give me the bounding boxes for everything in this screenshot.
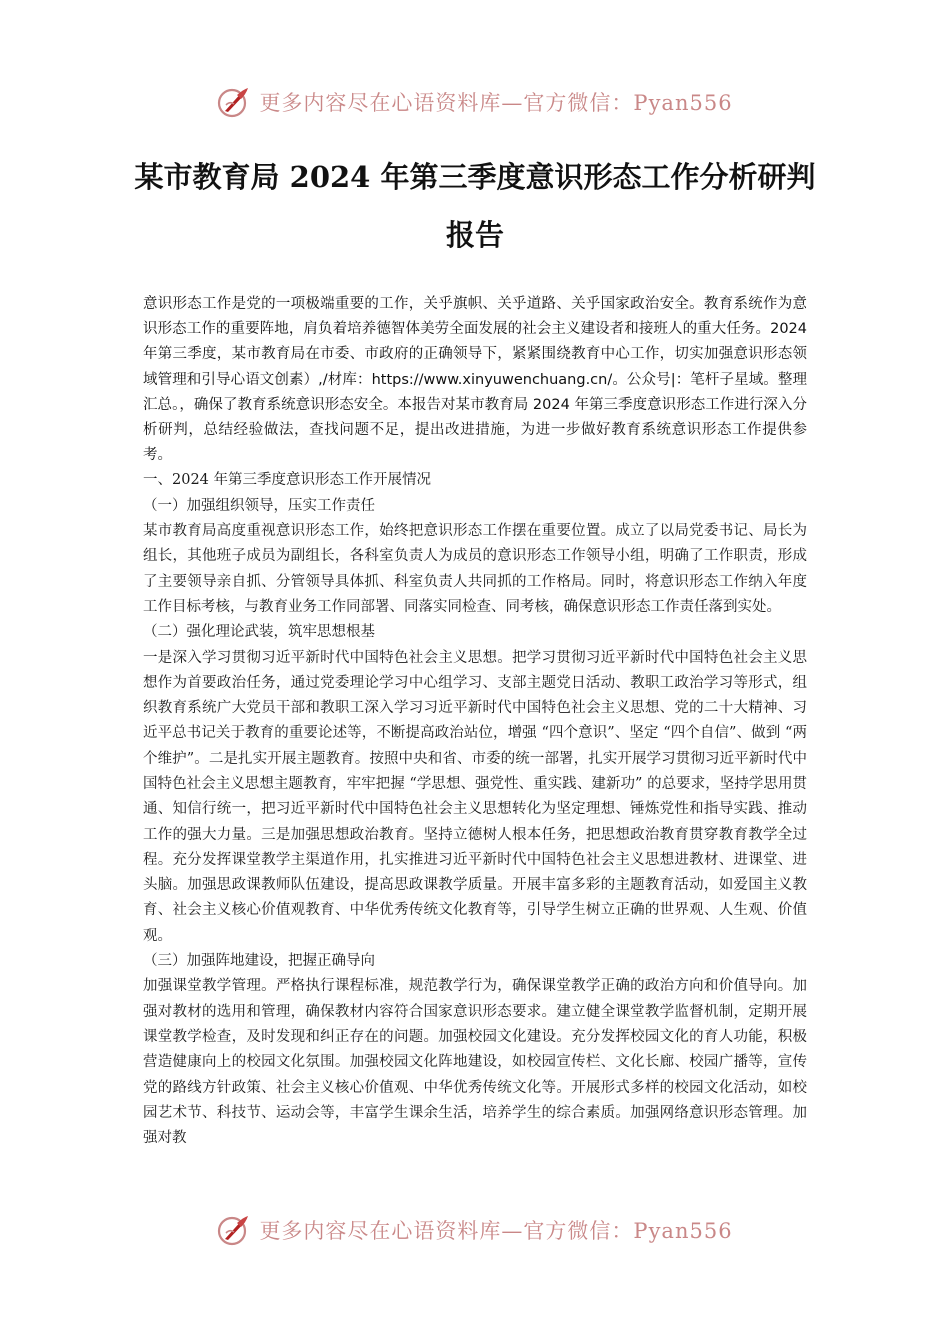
body-paragraph: 一是深入学习贯彻习近平新时代中国特色社会主义思想。把学习贯彻习近平新时代中国特色社会主义思想作为首要政治任务，通过党委理论学习中心组学习、支部主题党日活动、教职工政治学习等形式，组织教育系统广大党员干部和教职工深入学习习近平新时代中国特色社会主义思想、党的二十大精神、习近平总书记关于教育的重要论述等，不断提高政治站位，增强 “四个意识”、坚定 “四个自信”、做到 “两个维护”。二是扎实开展主题教育。按照中央和省、市委的统一部署，扎实开展学习贯彻习近平新时代中国特色社会主义思想主题教育，牢牢把握 “学思想、强党性、重实践、建新功” 的总要求，坚持学思用贯通、知信行统一，把习近平新时代中国特色社会主义思想转化为坚定理想、锤炼党性和指导实践、推动工作的强大力量。三是加强思想政治教育。坚持立德树人根本任务，把思想政治教育贯穿教育教学全过程。充分发挥课堂教学主渠道作用，扎实推进习近平新时代中国特色社会主义思想进教材、进课堂、进头脑。加强思政课教师队伍建设，提高思政课教学质量。开展丰富多彩的主题教育活动，如爱国主义教育、社会主义核心价值观教育、中华优秀传统文化教育等，引导学生树立正确的世界观、人生观、价值观。: [143, 649, 807, 944]
watermark-footer: [0, 1210, 950, 1250]
subsection-heading: （二）强化理论武装，筑牢思想根基: [143, 624, 375, 641]
body-paragraph: 加强课堂教学管理。严格执行课程标准，规范教学行为，确保课堂教学正确的政治方向和价值导向。加强对教材的选用和管理，确保教材内容符合国家意识形态要求。建立健全课堂教学监督机制，定期开展课堂教学检查，及时发现和纠正存在的问题。加强校园文化建设。充分发挥校园文化的育人功能，积极营造健康向上的校园文化氛围。加强校园文化阵地建设，如校园宣传栏、文化长廊、校园广播等，宣传党的路线方针政策、社会主义核心价值观、中华优秀传统文化等。开展形式多样的校园文化活动，如校园艺术节、科技节、运动会等，丰富学生课余生活，培养学生的综合素质。加强网络意识形态管理。加强对教: [143, 978, 807, 1147]
subsection-heading: （一）加强组织领导，压实工作责任: [143, 497, 375, 514]
quill-logo-icon: [217, 1213, 251, 1247]
document-title: 某市教育局 2024 年第三季度意识形态工作分析研判报告: [134, 160, 816, 252]
intro-paragraph: 意识形态工作是党的一项极端重要的工作，关乎旗帜、关乎道路、关乎国家政治安全。教育系统作为意识形态工作的重要阵地，肩负着培养德智体美劳全面发展的社会主义建设者和接班人的重大任务。2024 年第三季度，某市教育局在市委、市政府的正确领导下，紧紧围绕教育中心工作，切实加强意识形态领域管理和引导心语文创素）,/材库：https://www.xinyuwenchuang.cn/。公众号|：笔杆子星域。整理汇总。，确保了教育系统意识形态安全。本报告对某市教育局 2024 年第三季度意识形态工作进行深入分析研判，总结经验做法，查找问题不足，提出改进措施，为进一步做好教育系统意识形态工作提供参考。: [143, 296, 807, 464]
document-body: [143, 292, 807, 1151]
watermark-header: [0, 82, 950, 122]
watermark-text: 更多内容尽在心语资料库—官方微信：Pyan556: [259, 91, 733, 115]
subsection-heading: （三）加强阵地建设，把握正确导向: [143, 953, 375, 970]
section-heading: 一、2024 年第三季度意识形态工作开展情况: [143, 472, 432, 489]
watermark-text: 更多内容尽在心语资料库—官方微信：Pyan556: [259, 1219, 733, 1243]
body-paragraph: 某市教育局高度重视意识形态工作，始终把意识形态工作摆在重要位置。成立了以局党委书记、局长为组长，其他班子成员为副组长，各科室负责人为成员的意识形态工作领导小组，明确了工作职责，形成了主要领导亲自抓、分管领导具体抓、科室负责人共同抓的工作格局。同时，将意识形态工作纳入年度工作目标考核，与教育业务工作同部署、同落实同检查、同考核，确保意识形态工作责任落到实处。: [143, 523, 807, 615]
quill-logo-icon: [217, 85, 251, 119]
